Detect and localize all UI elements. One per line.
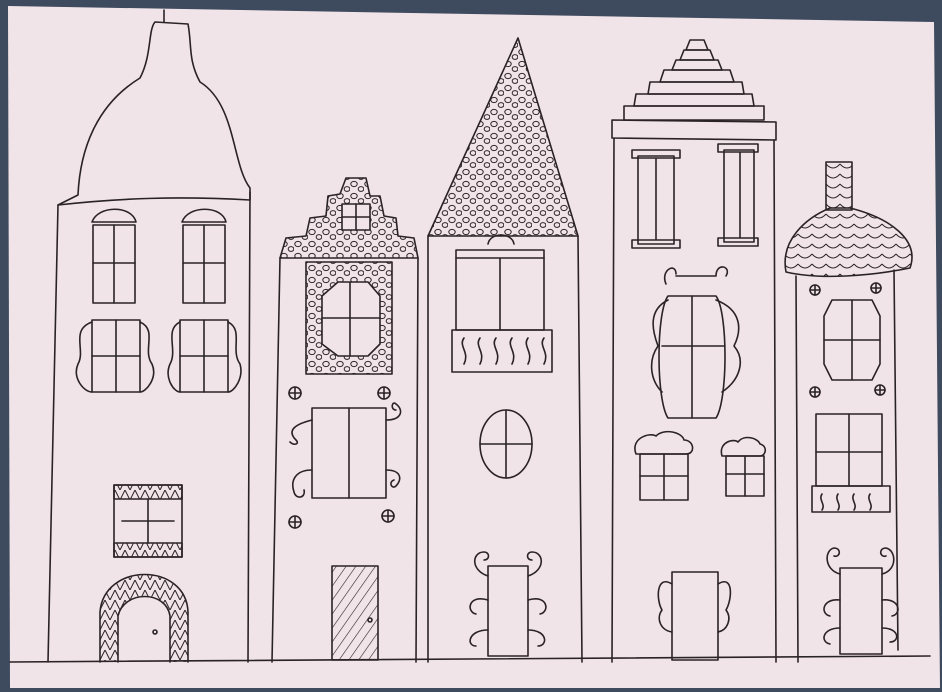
house-2-hatched-door bbox=[332, 566, 378, 660]
house-5-chimney bbox=[826, 162, 852, 210]
